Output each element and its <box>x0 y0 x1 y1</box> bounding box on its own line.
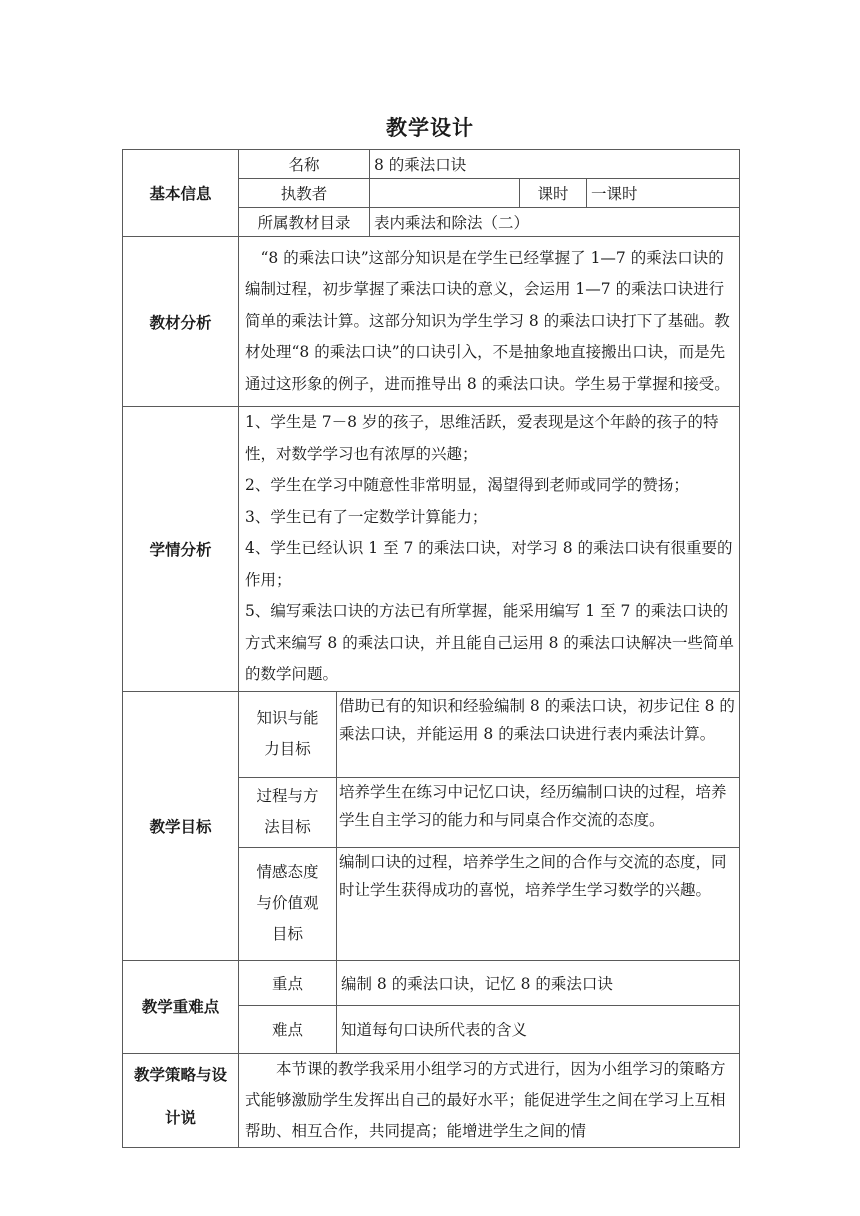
key-point-text: 编制 8 的乘法口诀，记忆 8 的乘法口诀 <box>337 960 740 1005</box>
strategy-text: 本节课的教学我采用小组学习的方式进行，因为小组学习的策略方式能够激励学生发挥出自己的最好水平；能促进学生之间在学习上互相帮助、相互合作，共同提高；能增进学生之间的情 <box>239 1053 740 1147</box>
document-title: 教学设计 <box>386 116 474 140</box>
key-point-label: 重点 <box>239 960 337 1005</box>
name-label: 名称 <box>239 150 370 179</box>
strategy-heading: 教学策略与设计说 <box>123 1053 239 1147</box>
period-label: 课时 <box>520 179 587 208</box>
lesson-plan-table <box>122 149 740 1148</box>
difficulty-label: 难点 <box>239 1005 337 1053</box>
teacher-label: 执教者 <box>239 179 370 208</box>
student-analysis-heading: 学情分析 <box>123 407 239 692</box>
basic-info-heading: 基本信息 <box>123 150 239 237</box>
goal-text-emotion: 编制口诀的过程，培养学生之间的合作与交流的态度，同时让学生获得成功的喜悦，培养学生学习数学的兴趣。 <box>337 847 740 960</box>
period-value: 一课时 <box>587 179 740 208</box>
goal-label-emotion: 情感态度与价值观目标 <box>239 847 337 960</box>
student-analysis-list <box>239 407 740 692</box>
goal-text-knowledge: 借助已有的知识和经验编制 8 的乘法口诀，初步记住 8 的乘法口诀，并能运用 8 的乘法口诀进行表内乘法计算。 <box>337 691 740 777</box>
name-value: 8 的乘法口诀 <box>370 150 740 179</box>
student-analysis-item: 3、学生已有了一定数学计算能力； <box>245 507 488 526</box>
goal-label-knowledge: 知识与能力目标 <box>239 691 337 777</box>
goal-text-process: 培养学生在练习中记忆口诀，经历编制口诀的过程，培养学生自主学习的能力和与同桌合作交流的态度。 <box>337 777 740 847</box>
catalog-value: 表内乘法和除法（二） <box>370 208 740 237</box>
key-points-heading: 教学重难点 <box>123 960 239 1053</box>
textbook-analysis-text: “8 的乘法口诀”这部分知识是在学生已经掌握了 1—7 的乘法口诀的编制过程，初步掌握了乘法口诀的意义，会运用 1—7 的乘法口诀进行简单的乘法计算。这部分知识为学生学习 8 的乘法口诀打下了基础。教材处理“8 的乘法口诀”的口诀引入，不是抽象地直接搬出口诀，而是先通过这形象的例子，进而推导出 8 的乘法口诀。学生易于掌握和接受。 <box>239 237 740 407</box>
student-analysis-item: 4、学生已经认识 1 至 7 的乘法口诀，对学习 8 的乘法口诀有很重要的作用； <box>245 539 733 589</box>
student-analysis-item: 5、编写乘法口诀的方法已有所掌握，能采用编写 1 至 7 的乘法口诀的方式来编写 8 的乘法口诀，并且能自己运用 8 的乘法口诀解决一些简单的数学问题。 <box>245 602 734 683</box>
teaching-goals-heading: 教学目标 <box>123 691 239 960</box>
goal-label-process: 过程与方法目标 <box>239 777 337 847</box>
difficulty-text: 知道每句口诀所代表的含义 <box>337 1005 740 1053</box>
teacher-value <box>370 179 520 208</box>
student-analysis-item: 2、学生在学习中随意性非常明显，渴望得到老师或同学的赞扬； <box>245 476 689 494</box>
catalog-label: 所属教材目录 <box>239 208 370 237</box>
textbook-analysis-heading: 教材分析 <box>123 237 239 407</box>
student-analysis-item: 1、学生是 7－8 岁的孩子，思维活跃，爱表现是这个年龄的孩子的特性，对数学学习也有浓厚的兴趣； <box>245 413 719 463</box>
